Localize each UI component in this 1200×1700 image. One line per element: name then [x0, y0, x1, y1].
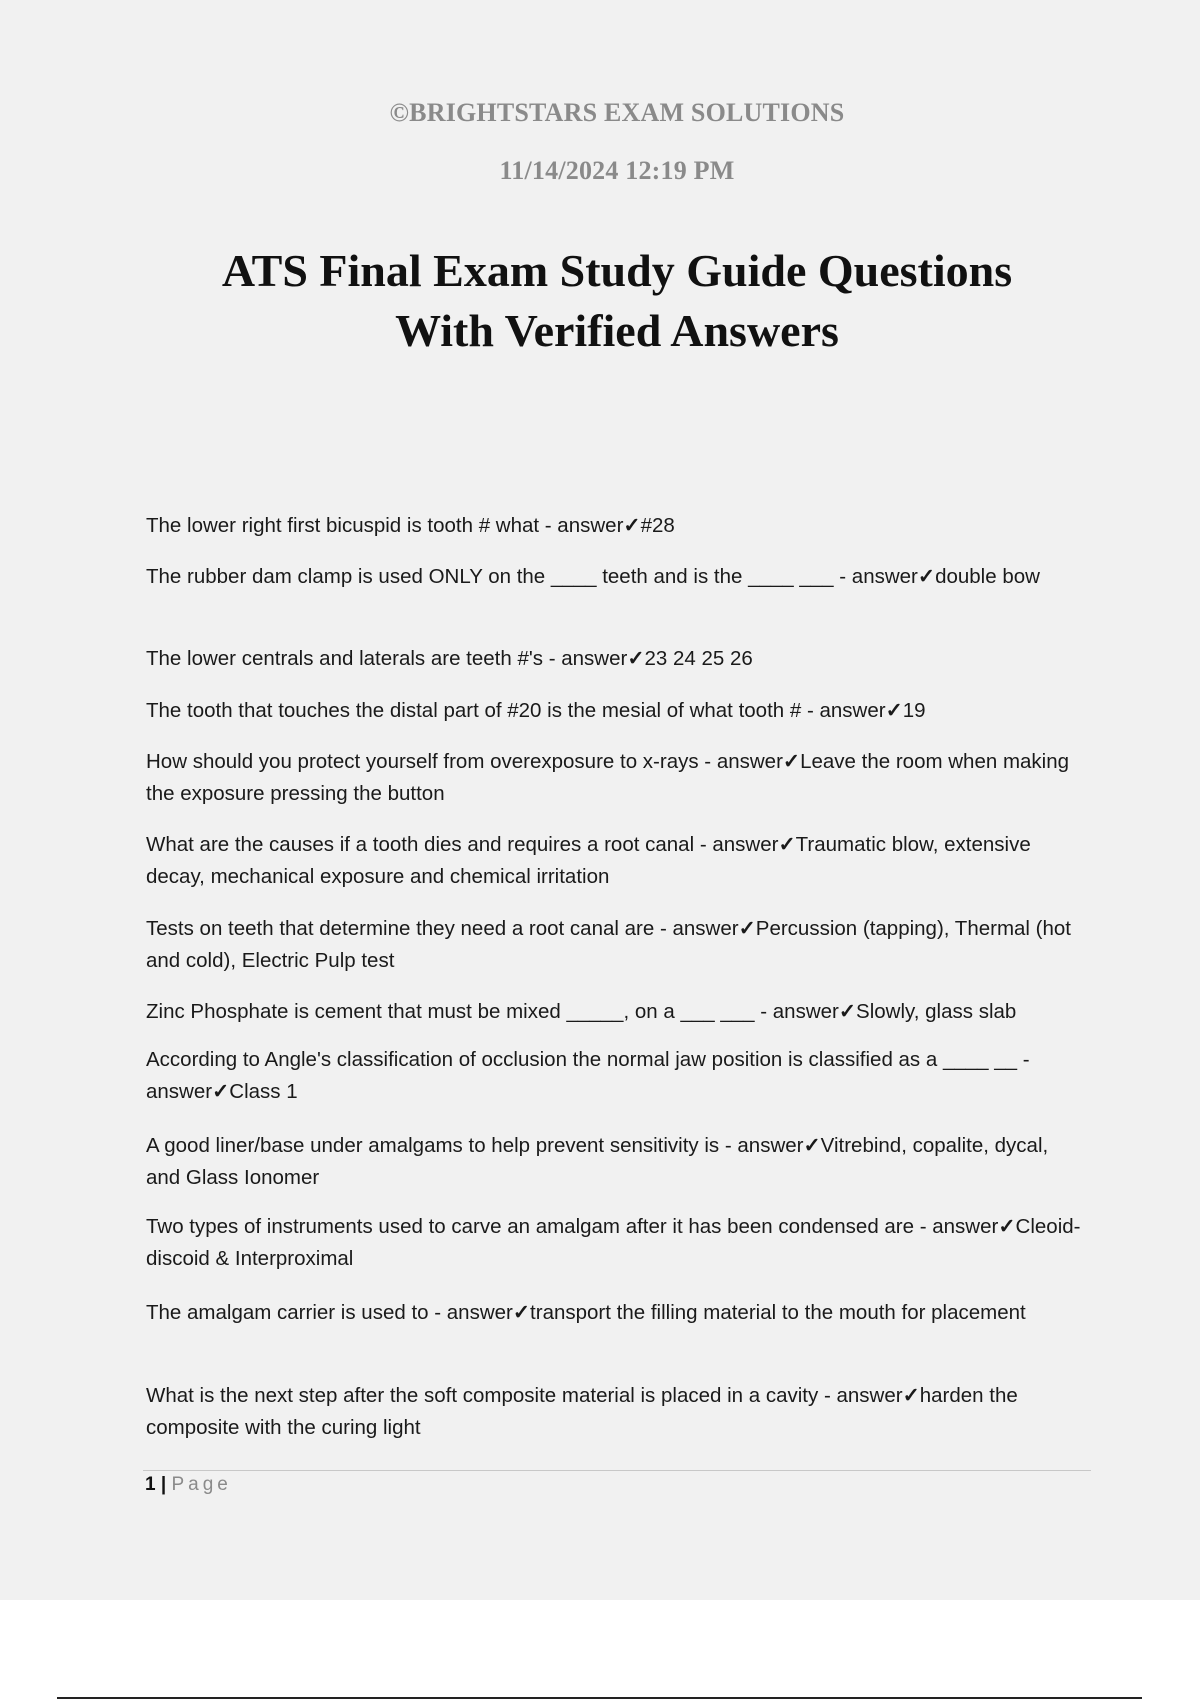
- check-icon: ✓: [627, 647, 645, 670]
- answer-text: Cleoid-discoid & Interproximal: [146, 1215, 1081, 1270]
- page-separator: |: [155, 1474, 172, 1495]
- check-icon: ✓: [738, 917, 756, 940]
- qa-item: [146, 913, 1086, 977]
- check-icon: ✓: [917, 565, 936, 588]
- qa-item: [146, 996, 1086, 1028]
- check-icon: ✓: [998, 1215, 1016, 1238]
- answer-text: transport the filling material to the mouth for placement: [530, 1301, 1026, 1324]
- qa-item: [146, 643, 1086, 675]
- check-icon: ✓: [512, 1301, 531, 1324]
- title-line-2: With Verified Answers: [395, 305, 839, 356]
- question-text: Tests on teeth that determine they need a root canal are - answer: [146, 917, 739, 940]
- copyright-header: ©BRIGHTSTARS EXAM SOLUTIONS: [389, 98, 845, 127]
- timestamp-header: 11/14/2024 12:19 PM: [499, 156, 735, 185]
- page-label: Page: [171, 1474, 232, 1495]
- qa-item: [146, 829, 1086, 893]
- answer-text: #28: [640, 514, 675, 537]
- footer-divider: [143, 1470, 1091, 1471]
- check-icon: ✓: [885, 699, 903, 722]
- qa-item: [146, 1297, 1086, 1329]
- page-number: 1: [145, 1474, 156, 1495]
- qa-item: [146, 1380, 1086, 1444]
- question-text: The tooth that touches the distal part of #20 is the mesial of what tooth # - answer: [146, 699, 886, 722]
- question-text: A good liner/base under amalgams to help prevent sensitivity is - answer: [146, 1134, 804, 1157]
- page-footer: [145, 1474, 232, 1496]
- answer-text: Class 1: [229, 1080, 298, 1103]
- question-text: According to Angle's classification of occlusion the normal jaw position is classified as a ____ __ - answer: [146, 1048, 1030, 1103]
- qa-item: [146, 561, 1086, 593]
- question-text: Two types of instruments used to carve an amalgam after it has been condensed are - answer: [146, 1215, 999, 1238]
- question-text: Zinc Phosphate is cement that must be mixed _____, on a ___ ___ - answer: [146, 1000, 839, 1023]
- bottom-divider: [57, 1697, 1142, 1699]
- question-text: What is the next step after the soft composite material is placed in a cavity - answer: [146, 1384, 903, 1407]
- qa-item: [146, 746, 1086, 810]
- question-text: How should you protect yourself from overexposure to x-rays - answer: [146, 750, 783, 773]
- title-line-1: ATS Final Exam Study Guide Questions: [221, 245, 1013, 296]
- check-icon: ✓: [212, 1080, 230, 1103]
- check-icon: ✓: [803, 1134, 821, 1157]
- answer-text: 23 24 25 26: [644, 647, 753, 670]
- check-icon: ✓: [902, 1384, 920, 1407]
- qa-item: [146, 510, 1086, 542]
- question-text: The amalgam carrier is used to - answer: [146, 1301, 513, 1324]
- answer-text: Slowly, glass slab: [856, 1000, 1017, 1023]
- check-icon: ✓: [778, 833, 796, 856]
- answer-text: Leave the room when making the exposure pressing the button: [146, 750, 1070, 805]
- question-text: The lower centrals and laterals are teeth #'s - answer: [146, 647, 628, 670]
- qa-item: [146, 1044, 1086, 1108]
- question-text: The rubber dam clamp is used ONLY on the ____ teeth and is the ____ ___ - answer: [146, 565, 918, 588]
- qa-item: [146, 695, 1086, 727]
- answer-text: Traumatic blow, extensive decay, mechanical exposure and chemical irritation: [146, 833, 1031, 888]
- answer-text: double bow: [935, 565, 1040, 588]
- answer-text: harden the composite with the curing light: [146, 1384, 1018, 1439]
- question-text: What are the causes if a tooth dies and requires a root canal - answer: [146, 833, 779, 856]
- qa-item: [146, 1130, 1086, 1194]
- answer-text: Percussion (tapping), Thermal (hot and cold), Electric Pulp test: [146, 917, 1072, 972]
- check-icon: ✓: [623, 514, 641, 537]
- check-icon: ✓: [838, 1000, 857, 1023]
- answer-text: 19: [902, 699, 926, 722]
- question-text: The lower right first bicuspid is tooth # what - answer: [146, 514, 624, 537]
- check-icon: ✓: [782, 750, 801, 773]
- document-title: [0, 241, 1200, 361]
- qa-item: [146, 1211, 1086, 1275]
- answer-text: Vitrebind, copalite, dycal, and Glass Ionomer: [146, 1134, 1049, 1189]
